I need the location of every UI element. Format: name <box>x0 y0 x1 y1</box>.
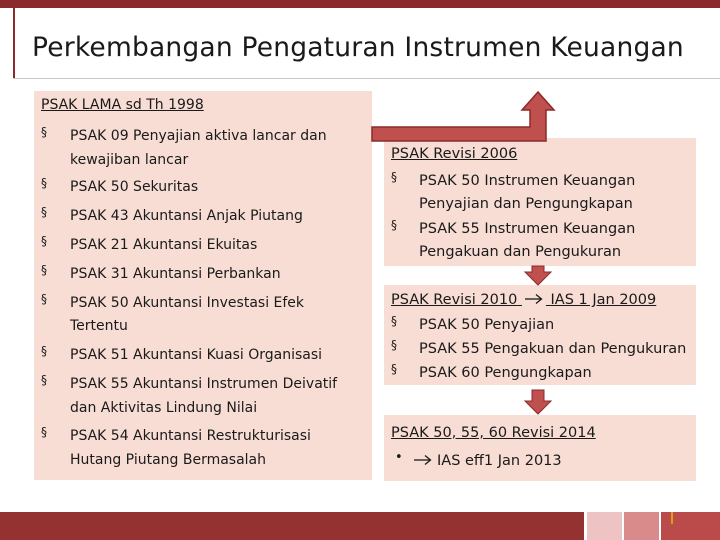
list-item-line: Tertentu <box>70 318 128 334</box>
connector-elbow-arrow <box>372 92 554 141</box>
list-item-line: PSAK 50 Sekuritas <box>70 179 199 195</box>
list-item-line: kewajiban lancar <box>70 152 189 168</box>
list-item-line: PSAK 55 Instrumen Keuangan <box>419 221 636 237</box>
page-title: Perkembangan Pengaturan Instrumen Keuangan <box>32 32 684 63</box>
revision-2010-heading-prefix: PSAK Revisi 2010 <box>391 292 518 308</box>
arrow-right-icon <box>413 454 433 466</box>
bullet-icon: § <box>41 344 47 358</box>
footer-block <box>587 512 622 540</box>
list-item-line <box>413 450 562 473</box>
bullet-icon: § <box>41 373 47 387</box>
top-accent-bar <box>0 0 720 8</box>
footer-bar <box>0 512 720 540</box>
list-item-line: PSAK 51 Akuntansi Kuasi Organisasi <box>70 347 323 363</box>
list-item-line: PSAK 50 Akuntansi Investasi Efek <box>70 295 305 311</box>
footer-block <box>661 512 720 540</box>
list-item-line: Pengakuan dan Pengukuran <box>419 244 622 260</box>
list-item-line: PSAK 50 Penyajian <box>419 317 555 333</box>
list-item-line: Penyajian dan Pengungkapan <box>419 196 633 212</box>
bullet-icon: § <box>41 205 47 219</box>
revision-2014-heading: PSAK 50, 55, 60 Revisi 2014 <box>391 425 596 441</box>
bullet-icon: § <box>391 338 397 352</box>
bullet-icon: § <box>41 176 47 190</box>
down-arrow-icon <box>525 390 551 414</box>
list-item-line: PSAK 31 Akuntansi Perbankan <box>70 266 281 282</box>
bullet-icon: § <box>391 218 397 232</box>
bullet-icon: § <box>391 362 397 376</box>
revision-2014-item-text: IAS eff1 Jan 2013 <box>437 453 562 469</box>
list-item-line: PSAK 54 Akuntansi Restrukturisasi <box>70 428 311 444</box>
old-psak-heading: PSAK LAMA sd Th 1998 <box>41 97 204 113</box>
list-item-line: PSAK 21 Akuntansi Ekuitas <box>70 237 258 253</box>
list-item-line: PSAK 43 Akuntansi Anjak Piutang <box>70 208 303 224</box>
list-item-line: dan Aktivitas Lindung Nilai <box>70 400 258 416</box>
bullet-icon: • <box>395 450 403 465</box>
bullet-icon: § <box>391 170 397 184</box>
list-item-line: PSAK 55 Akuntansi Instrumen Deivatif <box>70 376 338 392</box>
footer-block <box>624 512 659 540</box>
list-item-line: PSAK 09 Penyajian aktiva lancar dan <box>70 128 327 144</box>
list-item-line: Hutang Piutang Bermasalah <box>70 452 267 468</box>
bullet-icon: § <box>41 292 47 306</box>
revision-2010-heading-suffix: IAS 1 Jan 2009 <box>550 292 657 308</box>
bullet-icon: § <box>41 263 47 277</box>
list-item-line: PSAK 55 Pengakuan dan Pengukuran <box>419 341 687 357</box>
bullet-icon: § <box>41 234 47 248</box>
bullet-icon: § <box>391 314 397 328</box>
bullet-icon: § <box>41 425 47 439</box>
title-divider <box>13 78 720 79</box>
bullet-icon: § <box>41 125 47 139</box>
down-arrow-icon <box>525 266 551 285</box>
arrow-right-icon <box>524 293 544 305</box>
footer-main-segment <box>0 512 584 540</box>
footer-accent-mark <box>671 512 673 524</box>
list-item-line: PSAK 60 Pengungkapan <box>419 365 592 381</box>
revision-2006-heading: PSAK Revisi 2006 <box>391 146 518 162</box>
revision-2010-heading <box>391 292 656 308</box>
list-item-line: PSAK 50 Instrumen Keuangan <box>419 173 636 189</box>
